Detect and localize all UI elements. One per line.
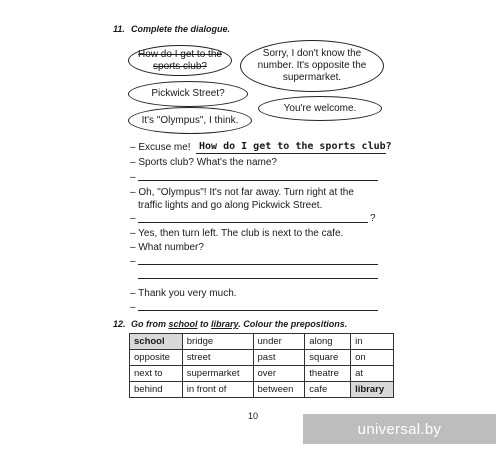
table-cell[interactable]: next to: [130, 366, 183, 382]
bubble-crossed-out: [128, 45, 232, 76]
bubble-text: You're welcome.: [283, 102, 357, 114]
dialogue-dash: –: [130, 213, 136, 224]
table-cell[interactable]: in: [351, 334, 394, 350]
watermark: universal.by: [303, 414, 496, 444]
table-cell[interactable]: cafe: [305, 382, 351, 398]
dialogue-line-4b: traffic lights and go along Pickwick Street.: [138, 200, 323, 211]
answer-line: [138, 264, 378, 265]
table-cell[interactable]: past: [253, 350, 305, 366]
table-cell[interactable]: bridge: [182, 334, 253, 350]
dialogue-line-4a: – Oh, "Olympus"! It's not far away. Turn right at the: [130, 187, 354, 198]
question-mark: ?: [370, 213, 376, 224]
table-cell[interactable]: library: [351, 382, 394, 398]
instruction-from-word: school: [168, 319, 198, 329]
answer-line: [138, 222, 368, 223]
table-cell[interactable]: along: [305, 334, 351, 350]
exercise-instruction: Complete the dialogue.: [131, 24, 231, 34]
exercise-12-heading: [113, 319, 347, 329]
table-cell[interactable]: under: [253, 334, 305, 350]
exercise-number: 12.: [113, 319, 126, 329]
dialogue-dash: –: [130, 172, 136, 183]
answer-line: [138, 310, 378, 311]
dialogue-line-9: – Thank you very much.: [130, 288, 237, 299]
table-cell[interactable]: opposite: [130, 350, 183, 366]
answer-line: [196, 153, 386, 154]
bubble-text: Sorry, I don't know the number. It's opposite the supermarket.: [257, 48, 367, 83]
instruction-to-word: library: [211, 319, 239, 329]
table-cell[interactable]: in front of: [182, 382, 253, 398]
answer-line: [138, 278, 378, 279]
table-cell[interactable]: theatre: [305, 366, 351, 382]
bubble-pickwick: [128, 81, 248, 107]
dialogue-line-1-prefix: – Excuse me!: [130, 142, 191, 153]
table-cell[interactable]: on: [351, 350, 394, 366]
table-cell[interactable]: supermarket: [182, 366, 253, 382]
table-cell[interactable]: over: [253, 366, 305, 382]
bubble-text: Pickwick Street?: [151, 88, 225, 99]
table-row: [130, 382, 394, 398]
table-row: [130, 350, 394, 366]
instruction-part: . Colour the prepositions.: [238, 319, 348, 329]
answer-line: [138, 180, 378, 181]
table-cell[interactable]: square: [305, 350, 351, 366]
table-cell[interactable]: at: [351, 366, 394, 382]
bubble-text: How do I get to the sports club?: [138, 48, 222, 72]
table-cell[interactable]: school: [130, 334, 183, 350]
dialogue-line-6: – Yes, then turn left. The club is next to the cafe.: [130, 228, 344, 239]
table-row: [130, 334, 394, 350]
page-number: 10: [248, 411, 259, 421]
prepositions-table: [129, 333, 394, 398]
table-cell[interactable]: between: [253, 382, 305, 398]
dialogue-line-1-answer: How do I get to the sports club?: [199, 141, 392, 152]
bubble-welcome: [258, 96, 382, 121]
exercise-11-heading: [113, 24, 230, 34]
dialogue-line-7: – What number?: [130, 242, 204, 253]
exercise-number: 11.: [113, 24, 125, 34]
bubble-text: It's "Olympus", I think.: [141, 114, 239, 126]
instruction-part: Go from: [131, 319, 169, 329]
bubble-olympus: [128, 107, 252, 134]
instruction-part: to: [197, 319, 212, 329]
table-cell[interactable]: street: [182, 350, 253, 366]
table-cell[interactable]: behind: [130, 382, 183, 398]
dialogue-line-2: – Sports club? What's the name?: [130, 157, 277, 168]
table-row: [130, 366, 394, 382]
dialogue-dash: –: [130, 256, 136, 267]
dialogue-dash: –: [130, 302, 136, 313]
bubble-sorry: [240, 40, 384, 92]
